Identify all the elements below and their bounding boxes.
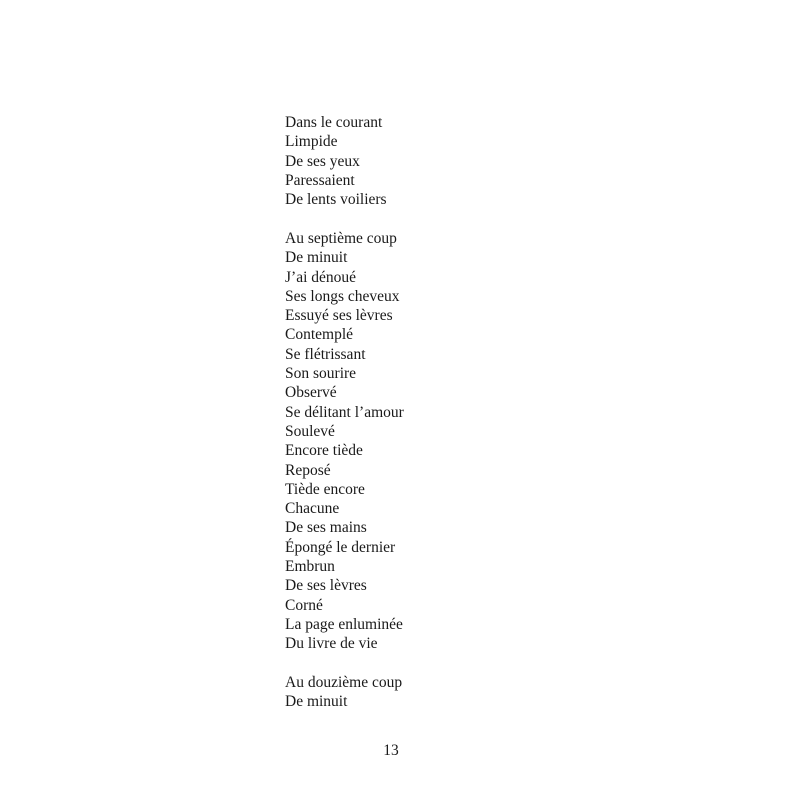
poem-line: J’ai dénoué xyxy=(285,268,357,286)
poem-line: Au douzième coup xyxy=(285,674,403,692)
page-number: 13 xyxy=(383,742,399,759)
poem-line: Contemplé xyxy=(285,326,354,344)
poem xyxy=(285,113,585,731)
poem-line: De minuit xyxy=(285,693,348,711)
poem-line: Paressaient xyxy=(285,171,355,189)
poem-line: De ses lèvres xyxy=(285,577,367,595)
poem-line: De lents voiliers xyxy=(285,191,387,209)
stanza-3 xyxy=(285,673,585,712)
poem-line: Du livre de vie xyxy=(285,635,378,653)
poem-line: Essuyé ses lèvres xyxy=(285,307,393,325)
poem-line: De ses yeux xyxy=(285,152,360,170)
poem-line: Tiède encore xyxy=(285,480,365,498)
poem-line: De ses mains xyxy=(285,519,367,537)
poem-line: Corné xyxy=(285,596,323,614)
poem-line: Limpide xyxy=(285,133,338,151)
poem-line: Se flétrissant xyxy=(285,345,366,363)
poem-line: Au septième coup xyxy=(285,229,397,247)
poem-line: Observé xyxy=(285,384,337,402)
poem-line: Encore tiède xyxy=(285,442,363,460)
stanza-2 xyxy=(285,229,585,654)
poem-line: Dans le courant xyxy=(285,114,383,131)
poem-line: Reposé xyxy=(285,461,331,479)
poem-line: Épongé le dernier xyxy=(285,538,396,556)
poem-line: Ses longs cheveux xyxy=(285,287,400,305)
poem-line: La page enluminée xyxy=(285,615,403,633)
poem-line: Embrun xyxy=(285,558,335,576)
poem-line: Soulevé xyxy=(285,422,335,440)
stanza-1 xyxy=(285,113,585,209)
poem-line: De minuit xyxy=(285,249,348,267)
poem-line: Se délitant l’amour xyxy=(285,403,404,421)
poem-line: Son sourire xyxy=(285,365,357,383)
poem-line: Chacune xyxy=(285,500,340,518)
